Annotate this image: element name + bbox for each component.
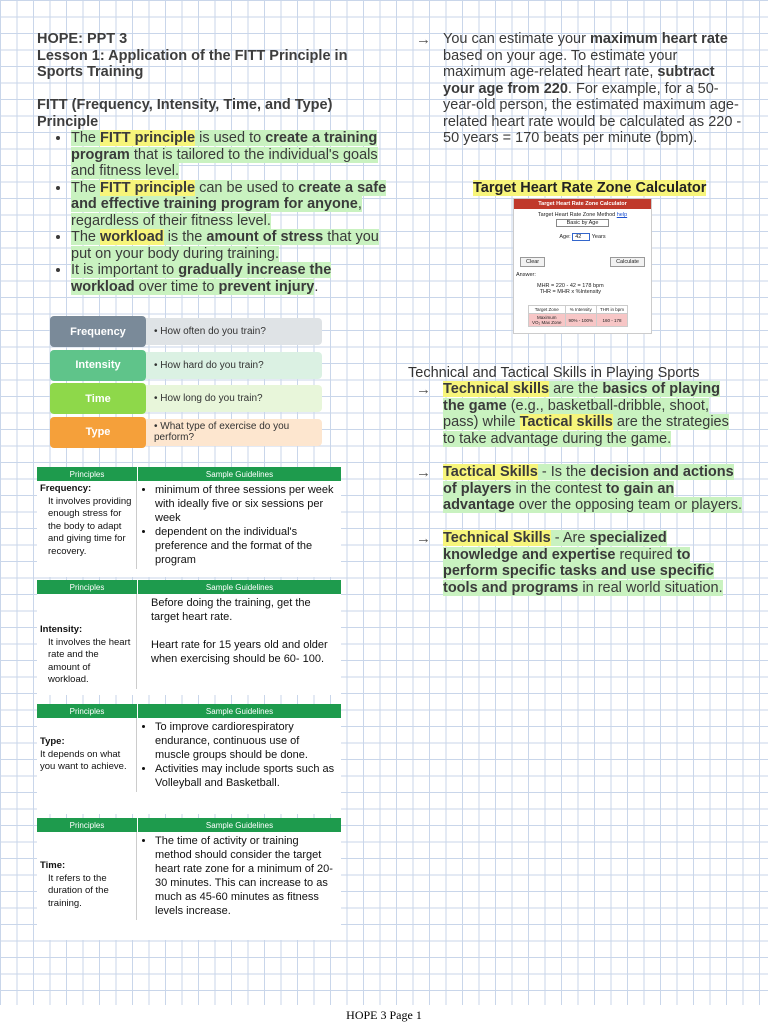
fitt-tag: Frequency [50, 316, 146, 347]
bullet-2: • The FITT principle can be used to create a safe and effective training program for anyone, regardless of their fitness level. [71, 180, 397, 230]
zone-table: Target Zone % Intensity THR in bpm Maximum VO₂ Max Zone 90% - 100% 160 - 178 [528, 305, 628, 327]
guideline-cell [137, 481, 341, 569]
principle-cell: Type: It depends on what you want to achieve. [37, 718, 137, 792]
arrow-icon: → [416, 464, 431, 481]
bullet-4: • It is important to gradually increase the workload over time to prevent injury. [71, 262, 397, 295]
method-select[interactable]: Basic by Age [556, 219, 610, 227]
principle-cell: Frequency: It involves providing enough stress for the body to adapt and giving time for recovery. [37, 481, 137, 569]
fitt-row-time [50, 383, 322, 414]
guideline-cell: Before doing the training, get the target heart rate. Heart rate for 15 years old and older when exercising should be 60- 100. [151, 597, 328, 665]
fitt-row-frequency [50, 316, 322, 347]
heart-rate-note: You can estimate your maximum heart rate based on your age. To estimate your maximum age-related heart rate, subtract your age from 220. For example, for a 50-year-old person, the estimated maximum age-related heart rate would be calculated as 220 - 50 years = 170 beats per minute (bpm). [443, 31, 742, 146]
calculate-button[interactable]: Calculate [610, 257, 645, 267]
guideline-item: • Activities may include sports such as Volleyball and Basketball. [155, 762, 337, 790]
lesson-title: Lesson 1: Application of the FITT Principle in Sports Training [37, 47, 348, 80]
clear-button[interactable]: Clear [520, 257, 545, 267]
guideline-item: • The time of activity or training method should consider the target heart rate zone for a minimum of 20-30 minutes. This can increase to as much as 45-60 minutes as fitness levels increase. [155, 834, 337, 918]
fitt-row-type [50, 417, 322, 448]
principle-cell: Intensity: It involves the heart rate and the amount of workload. [37, 594, 137, 689]
page-title: HOPE: PPT 3 [37, 31, 128, 47]
guideline-item: • dependent on the individual's preference and the format of the program [155, 525, 337, 567]
bullet-3: • The workload is the amount of stress that you put on your body during training. [71, 229, 397, 262]
guideline-item: • minimum of three sessions per week with ideally five or six sessions per week [155, 483, 337, 525]
fitt-graphic [50, 316, 322, 450]
principle-table-type: Principles Sample Guidelines Type: It depends on what you want to achieve. • To improve cardiorespiratory endurance, continuous use of muscle groups should be done. • Activities may include sports such as Volleyball and Basketball. [37, 704, 341, 814]
principle-table-frequency [37, 467, 341, 577]
calculator-title: Target Heart Rate Zone Calculator [473, 180, 707, 196]
skills-note-3: Technical Skills - Are specialized knowledge and expertise required to perform specific tasks and use specific tools and programs in real world situation. [443, 530, 723, 596]
fitt-tag: Intensity [50, 350, 146, 381]
principle-table-time: Principles Sample Guidelines Time: It refers to the duration of the training. • The time of activity or training method should consider the target heart rate zone for a minimum of 20-30 minutes. This can increase to as much as 45-60 minutes as fitness levels increase. [37, 818, 341, 940]
guideline-cell [137, 718, 341, 792]
fitt-question: • How often do you train? [146, 318, 322, 345]
fitt-tag: Type [50, 417, 146, 448]
guidelines-header: Sample Guidelines [205, 469, 274, 479]
principle-table-intensity: Principles Sample Guidelines Intensity: It involves the heart rate and the amount of workload. Before doing the training, get the target heart rate. Heart rate for 15 years old and older when exercising should be 60- 100. [37, 580, 341, 695]
principle-cell: Time: It refers to the duration of the training. [37, 832, 137, 920]
heart-rate-calculator-image: Target Heart Rate Zone Calculator Target Heart Rate Zone Method help Basic by Age Age: 42 Years Clear Calculate Answer: MHR = 220 - 42 = 178 bpm THR = MHR x %Intensity Target Zone % Intensity THR in bpm Maximum VO₂ Max Zone 90% - 100% 160 - 178 [513, 198, 652, 334]
fitt-question: • How hard do you train? [146, 352, 322, 379]
arrow-icon: → [416, 31, 431, 48]
arrow-icon: → [416, 530, 431, 547]
page-footer: HOPE 3 Page 1 [346, 1008, 422, 1022]
skills-note-1: Technical skills are the basics of playing the game (e.g., basketball-dribble, shoot, pass) while Tactical skills are the strategies to take advantage during the game. [443, 381, 729, 447]
fitt-heading: FITT (Frequency, Intensity, Time, and Type) Principle [37, 97, 333, 130]
bullet-1: • The FITT principle is used to create a training program that is tailored to the individual's goals and fitness level. [71, 130, 397, 180]
fitt-row-intensity [50, 350, 322, 381]
left-notes [37, 31, 397, 295]
fitt-question: • How long do you train? [146, 385, 322, 412]
fitt-tag: Time [50, 383, 146, 414]
arrow-icon: → [416, 381, 431, 398]
principles-header: Principles [37, 467, 138, 481]
guideline-item: • To improve cardiorespiratory endurance, continuous use of muscle groups should be done. [155, 720, 337, 762]
age-input[interactable]: 42 [572, 233, 590, 241]
skills-heading: Technical and Tactical Skills in Playing Sports [408, 365, 700, 381]
fitt-question: • What type of exercise do you perform? [146, 419, 322, 446]
skills-note-2: Tactical Skills - Is the decision and actions of players in the contest to gain an advantage over the opposing team or players. [443, 464, 743, 513]
fitt-bullets [37, 130, 397, 295]
guideline-cell [137, 832, 341, 920]
